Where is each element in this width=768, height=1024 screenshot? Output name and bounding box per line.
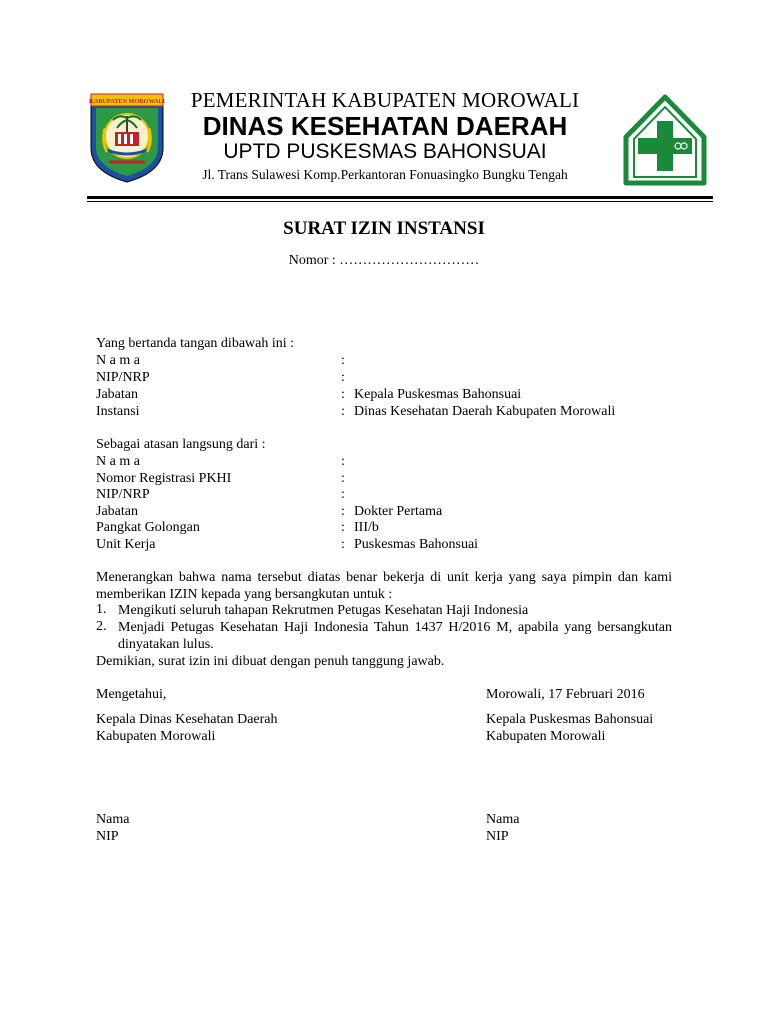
signatory-position-value: Kepala Puskesmas Bahonsuai — [354, 387, 522, 402]
field-colon: : — [341, 370, 345, 385]
right-signer-position: Kepala Puskesmas Bahonsuai — [486, 712, 654, 727]
acknowledge-label: Mengetahui, — [96, 687, 167, 702]
signatory-intro: Yang bertanda tangan dibawah ini : — [96, 336, 295, 351]
signatory-institution-label: Instansi — [96, 404, 140, 419]
field-colon: : — [341, 454, 345, 469]
right-signer-name: Nama — [486, 812, 520, 827]
right-signer-nip: NIP — [486, 829, 509, 844]
field-colon: : — [341, 504, 345, 519]
subordinate-position-value: Dokter Pertama — [354, 504, 443, 519]
puskesmas-cross-icon — [622, 93, 708, 187]
subordinate-unit-value: Puskesmas Bahonsuai — [354, 537, 479, 552]
regency-crest-icon — [87, 92, 167, 184]
field-colon: : — [341, 487, 345, 502]
subordinate-registration-label: Nomor Registrasi PKHI — [96, 471, 232, 486]
header-rule-thin — [87, 201, 713, 202]
header-address: Jl. Trans Sulawesi Komp.Perkantoran Fonuasingko Bungku Tengah — [202, 167, 568, 182]
right-signer-region: Kabupaten Morowali — [486, 729, 606, 744]
header-rule-thick — [87, 196, 713, 199]
field-colon: : — [341, 353, 345, 368]
left-signer-region: Kabupaten Morowali — [96, 729, 216, 744]
subordinate-nip-label: NIP/NRP — [96, 487, 150, 502]
signatory-position-label: Jabatan — [96, 387, 138, 402]
header-unit: UPTD PUSKESMAS BAHONSUAI — [223, 140, 547, 163]
list-item-number: 1. — [96, 602, 107, 617]
field-colon: : — [341, 404, 345, 419]
statement-paragraph: Menerangkan bahwa nama tersebut diatas benar bekerja di unit kerja yang saya pimpin dan kami memberikan IZIN kepada yang bersangkutan untuk : — [96, 570, 672, 602]
field-colon: : — [341, 471, 345, 486]
subordinate-unit-label: Unit Kerja — [96, 537, 156, 552]
left-signer-nip: NIP — [96, 829, 119, 844]
header-department: DINAS KESEHATAN DAERAH — [202, 111, 568, 141]
subordinate-rank-value: III/b — [354, 520, 379, 535]
list-item-number: 2. — [96, 619, 107, 634]
place-date: Morowali, 17 Februari 2016 — [486, 687, 645, 702]
letter-number: Nomor : ………………………… — [288, 253, 480, 268]
list-item-text: Mengikuti seluruh tahapan Rekrutmen Petugas Kesehatan Haji Indonesia — [118, 603, 529, 618]
subordinate-name-label: N a m a — [96, 454, 140, 469]
closing-sentence: Demikian, surat izin ini dibuat dengan penuh tanggung jawab. — [96, 654, 445, 669]
subordinate-rank-label: Pangkat Golongan — [96, 520, 200, 535]
field-colon: : — [341, 520, 345, 535]
field-colon: : — [341, 387, 345, 402]
signatory-nip-label: NIP/NRP — [96, 370, 150, 385]
list-item-text: Menjadi Petugas Kesehatan Haji Indonesia Tahun 1437 H/2016 M, apabila yang bersangkutan dinyatakan lulus. — [118, 620, 672, 652]
letter-title: SURAT IZIN INSTANSI — [283, 218, 485, 239]
subordinate-intro: Sebagai atasan langsung dari : — [96, 437, 266, 452]
left-signer-name: Nama — [96, 812, 130, 827]
header-government: PEMERINTAH KABUPATEN MOROWALI — [190, 88, 580, 112]
subordinate-position-label: Jabatan — [96, 504, 138, 519]
signatory-name-label: N a m a — [96, 353, 140, 368]
field-colon: : — [341, 537, 345, 552]
signatory-institution-value: Dinas Kesehatan Daerah Kabupaten Morowali — [354, 404, 616, 419]
crest-banner-text: KABUPATEN MOROWALI — [89, 98, 165, 105]
left-signer-position: Kepala Dinas Kesehatan Daerah — [96, 712, 278, 727]
